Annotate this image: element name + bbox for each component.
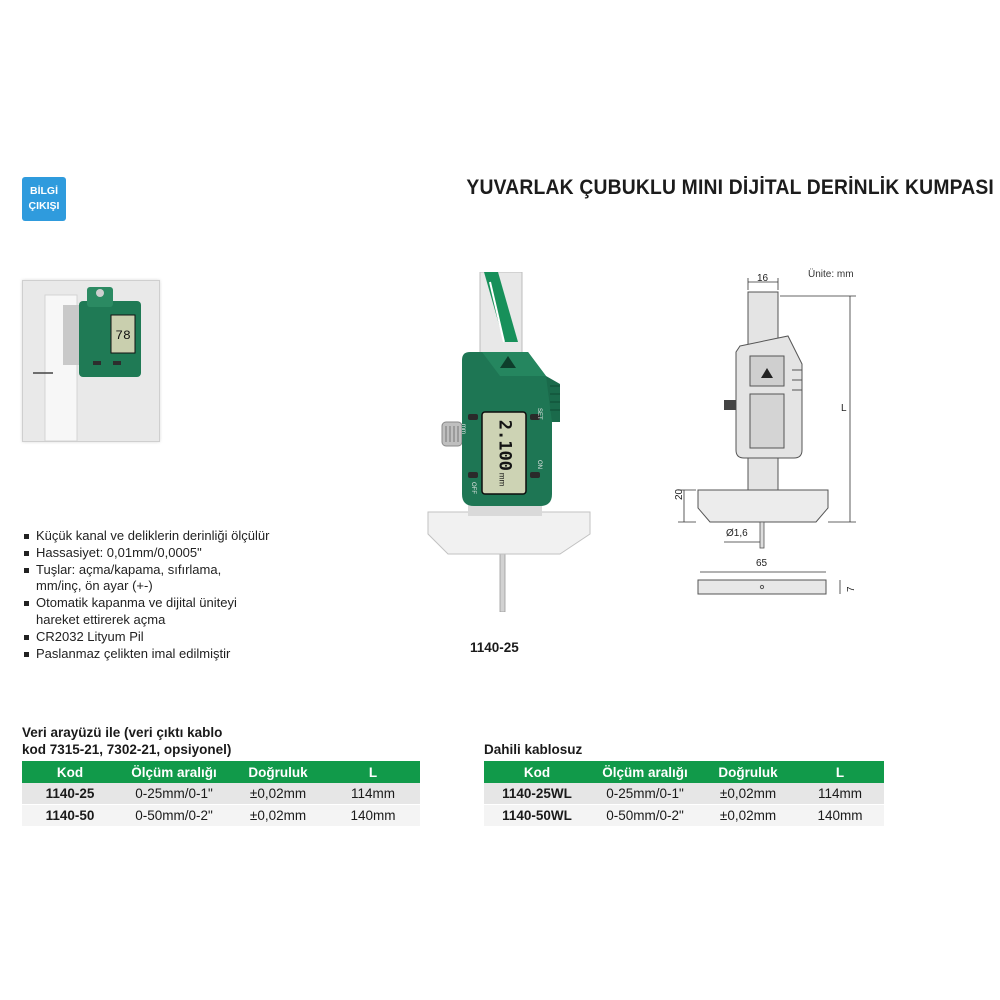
lcd-display bbox=[482, 412, 526, 494]
column-header: L bbox=[796, 761, 884, 783]
table-cell: ±0,02mm bbox=[700, 805, 796, 827]
feature-item: Küçük kanal ve deliklerin derinliği ölçülür bbox=[22, 528, 322, 545]
feature-list bbox=[22, 528, 322, 662]
key-label-mm-in: mm bbox=[460, 424, 466, 434]
wired-caption-line-2: kod 7315-21, 7302-21, opsiyonel) bbox=[22, 742, 232, 757]
column-header: Kod bbox=[484, 761, 590, 783]
feature-item: Paslanmaz çelikten imal edilmiştir bbox=[22, 646, 322, 663]
table-cell: 0-50mm/0-2" bbox=[590, 805, 700, 827]
unit-label: Ünite: mm bbox=[808, 269, 854, 280]
wireless-table-caption: Dahili kablosuz bbox=[484, 742, 583, 757]
data-output-badge bbox=[22, 177, 66, 221]
table-cell: 0-25mm/0-1" bbox=[590, 783, 700, 805]
product-model-caption: 1140-25 bbox=[470, 640, 519, 655]
table-cell: 140mm bbox=[326, 805, 420, 827]
table-row bbox=[22, 805, 420, 827]
wired-table-caption bbox=[22, 724, 231, 758]
page-title: YUVARLAK ÇUBUKLU MINI DİJİTAL DERİNLİK KUMPASI bbox=[466, 176, 994, 199]
table-cell: 1140-50 bbox=[22, 805, 118, 827]
svg-text:78: 78 bbox=[115, 328, 131, 343]
dim-width-label: 16 bbox=[757, 273, 769, 284]
badge-line-1: BİLGİ bbox=[30, 185, 58, 197]
column-header: Ölçüm aralığı bbox=[590, 761, 700, 783]
table-cell: 1140-25WL bbox=[484, 783, 590, 805]
technical-drawing bbox=[640, 260, 990, 605]
dim-rod-diameter-label: Ø1,6 bbox=[726, 528, 748, 539]
usage-photo bbox=[22, 280, 160, 442]
dim-base-height-label: 20 bbox=[674, 488, 685, 500]
table-row bbox=[22, 783, 420, 805]
badge-line-2: ÇIKIŞI bbox=[28, 200, 60, 212]
table-cell: 0-25mm/0-1" bbox=[118, 783, 230, 805]
column-header: L bbox=[326, 761, 420, 783]
table-header-row bbox=[484, 761, 884, 783]
table-cell: 140mm bbox=[796, 805, 884, 827]
product-image bbox=[420, 272, 595, 612]
table-cell: ±0,02mm bbox=[230, 783, 326, 805]
feature-item-continued: mm/inç, ön ayar (+-) bbox=[36, 578, 153, 594]
feature-item: CR2032 Lityum Pil bbox=[22, 629, 322, 646]
column-header: Ölçüm aralığı bbox=[118, 761, 230, 783]
table-header-row bbox=[22, 761, 420, 783]
key-label-on: ON bbox=[536, 460, 542, 469]
wireless-spec-table bbox=[484, 761, 884, 826]
feature-item: Tuşlar: açma/kapama, sıfırlama, bbox=[22, 562, 322, 579]
usage-photo-illustration bbox=[23, 281, 159, 441]
dim-length-label: L bbox=[841, 403, 847, 414]
table-cell: 1140-25 bbox=[22, 783, 118, 805]
table-cell: ±0,02mm bbox=[230, 805, 326, 827]
table-cell: ±0,02mm bbox=[700, 783, 796, 805]
column-header: Doğruluk bbox=[230, 761, 326, 783]
technical-drawing-svg bbox=[640, 260, 990, 605]
table-row bbox=[484, 783, 884, 805]
wired-caption-line-1: Veri arayüzü ile (veri çıktı kablo bbox=[22, 725, 223, 740]
lcd-value: 2.100 bbox=[494, 419, 515, 471]
feature-item-continued: hareket ettirerek açma bbox=[36, 611, 166, 627]
table-cell: 114mm bbox=[796, 783, 884, 805]
column-header: Kod bbox=[22, 761, 118, 783]
dim-base-thickness-label: 7 bbox=[846, 586, 857, 592]
table-cell: 114mm bbox=[326, 783, 420, 805]
table-cell: 1140-50WL bbox=[484, 805, 590, 827]
dim-base-width-label: 65 bbox=[756, 558, 768, 569]
feature-item: Otomatik kapanma ve dijital üniteyi bbox=[22, 595, 322, 612]
lcd-unit: mm bbox=[497, 472, 507, 487]
wired-spec-table bbox=[22, 761, 420, 826]
column-header: Doğruluk bbox=[700, 761, 796, 783]
table-row bbox=[484, 805, 884, 827]
key-label-set: SET bbox=[536, 408, 542, 420]
key-label-off: OFF bbox=[470, 482, 476, 494]
table-cell: 0-50mm/0-2" bbox=[118, 805, 230, 827]
feature-item: Hassasiyet: 0,01mm/0,0005" bbox=[22, 545, 322, 562]
